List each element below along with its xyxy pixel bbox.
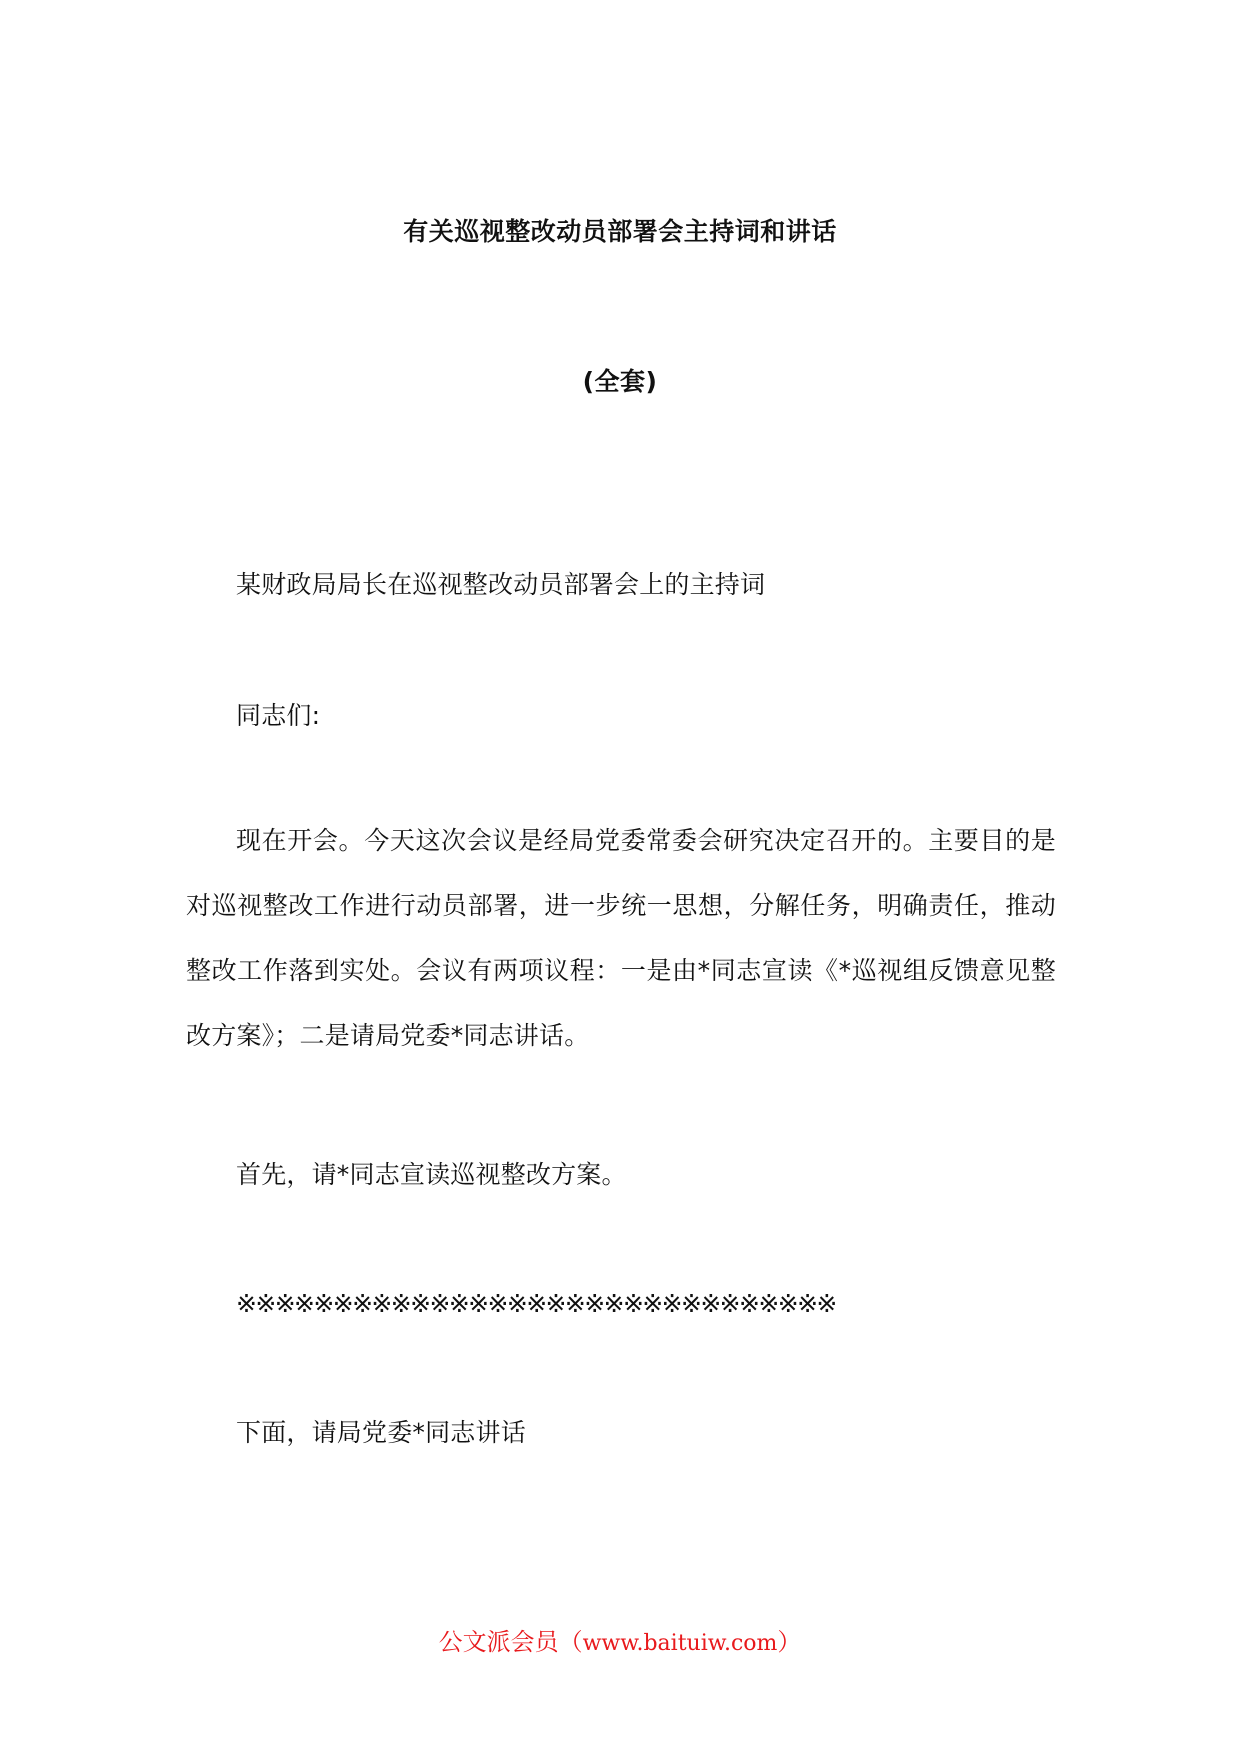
opening-paragraph: 现在开会。今天这次会议是经局党委常委会研究决定召开的。主要目的是对巡视整改工作进行动员部署，进一步统一思想，分解任务，明确责任，推动整改工作落到实处。会议有两项议程：一是由*同志宣读《*巡视组反馈意见整改方案》；二是请局党委*同志讲话。 [186, 826, 1056, 1050]
salutation: 同志们: [236, 701, 321, 730]
footer-close: ） [777, 1628, 802, 1656]
footer-watermark [0, 1624, 1240, 1662]
footer-label: 公文派会员（ [438, 1628, 583, 1656]
second-agenda-paragraph: 下面，请局党委*同志讲话 [236, 1418, 526, 1447]
first-agenda-paragraph: 首先，请*同志宣读巡视整改方案。 [236, 1160, 627, 1189]
document-subtitle: (全套) [582, 367, 658, 396]
footer-url: www.baituiw.com [582, 1631, 778, 1656]
section-heading: 某财政局局长在巡视整改动员部署会上的主持词 [236, 570, 766, 599]
separator-line: ※※※※※※※※※※※※※※※※※※※※※※※※※※※※※※※ [236, 1289, 836, 1318]
document-title: 有关巡视整改动员部署会主持词和讲话 [403, 217, 837, 246]
